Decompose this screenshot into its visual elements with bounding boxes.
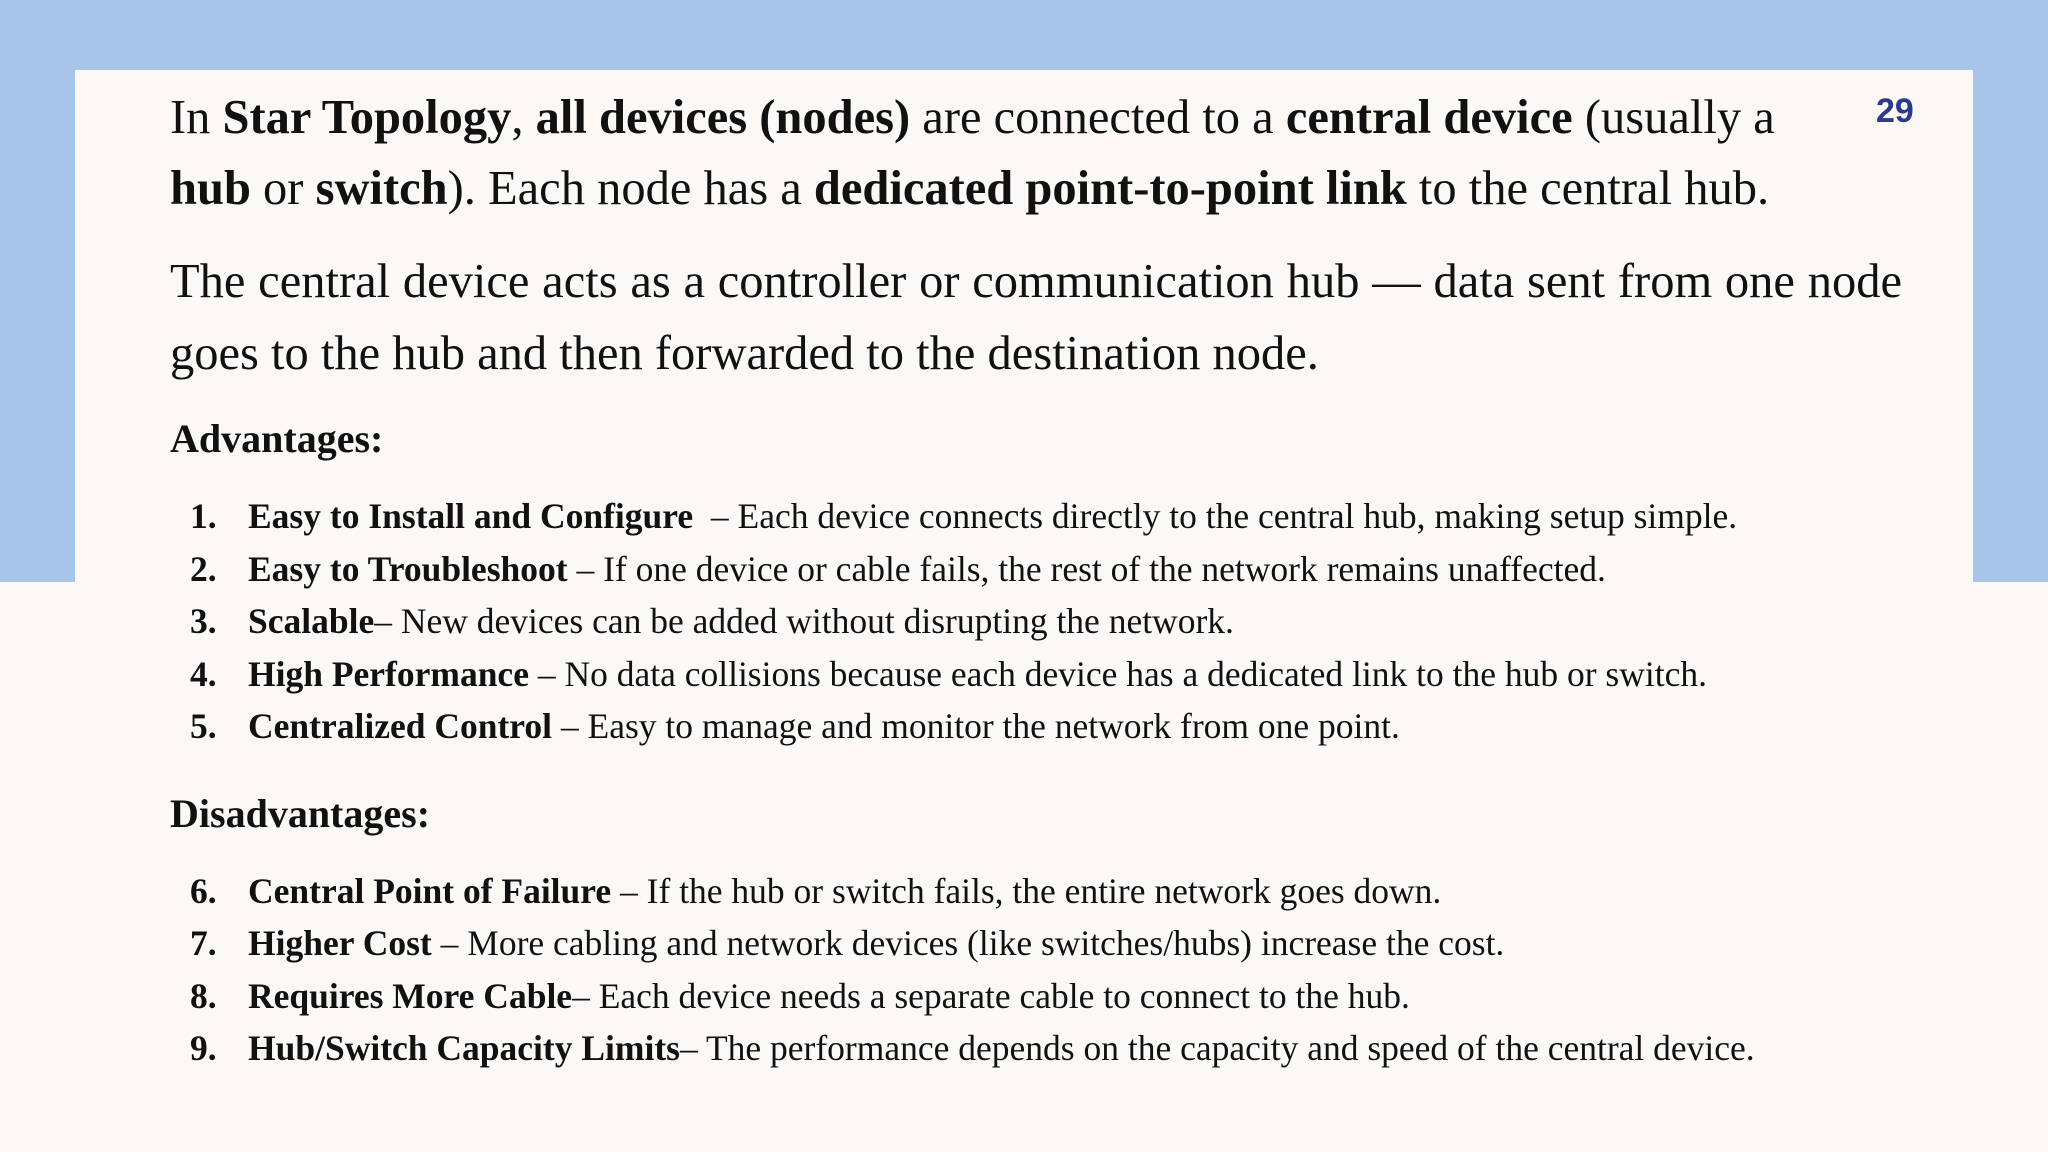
disadvantages-list <box>170 865 1902 1075</box>
item-term: Hub/Switch Capacity Limits <box>248 1028 680 1068</box>
intro-segment: central device <box>1285 91 1573 144</box>
intro-paragraph <box>170 82 1902 224</box>
item-number: 5. <box>190 706 217 746</box>
item-term: Higher Cost <box>248 923 432 963</box>
disadvantage-item <box>170 970 1902 1023</box>
item-number: 4. <box>190 653 217 694</box>
disadvantage-item <box>170 865 1902 918</box>
advantages-list <box>170 490 1902 753</box>
description-paragraph: The central device acts as a controller or communication hub — data sent from one node goes to the hub and then forwarded to the destination node. <box>170 255 1902 380</box>
intro-segment: to the central hub. <box>1406 162 1770 215</box>
item-term: High Performance <box>248 653 529 694</box>
item-term: Centralized Control <box>248 706 553 746</box>
item-number: 9. <box>190 1028 217 1068</box>
item-term: Easy to Troubleshoot <box>248 548 568 589</box>
intro-segment: In <box>170 91 223 144</box>
item-description: – More cabling and network devices (like switches/hubs) increase the cost. <box>431 923 1505 963</box>
item-term: Easy to Install and Configure <box>248 496 694 536</box>
intro-segment: switch <box>315 162 448 215</box>
intro-segment: ). Each node has a <box>447 162 814 215</box>
advantage-item <box>170 648 1902 701</box>
item-number: 3. <box>190 601 217 641</box>
item-number: 2. <box>190 548 217 589</box>
intro-segment: dedicated point-to-point link <box>813 162 1407 215</box>
item-description: – If the hub or switch fails, the entire network goes down. <box>611 870 1442 911</box>
item-number: 1. <box>190 496 217 536</box>
slide-number: 29 <box>1876 92 1914 130</box>
item-description: – Each device connects directly to the central hub, making setup simple. <box>693 496 1738 536</box>
item-description: – New devices can be added without disrupting the network. <box>374 601 1234 641</box>
item-description: – No data collisions because each device has a dedicated link to the hub or switch. <box>528 653 1707 694</box>
intro-segment: all devices (nodes) <box>535 91 911 144</box>
advantage-item <box>170 700 1902 753</box>
intro-segment: Star Topology <box>222 91 512 144</box>
intro-segment: or <box>250 162 316 215</box>
slide-content <box>170 82 1902 1075</box>
intro-segment: , <box>511 91 536 144</box>
item-number: 8. <box>190 975 217 1016</box>
intro-segment: (usually a <box>1572 91 1775 144</box>
advantages-heading: Advantages: <box>170 416 384 461</box>
item-term: Central Point of Failure <box>248 870 612 911</box>
item-description: – Easy to manage and monitor the network from one point. <box>552 706 1400 746</box>
advantage-item <box>170 543 1902 596</box>
item-number: 6. <box>190 870 217 911</box>
intro-segment: hub <box>170 162 251 215</box>
advantage-item <box>170 490 1902 543</box>
disadvantage-item <box>170 917 1902 970</box>
disadvantages-heading: Disadvantages: <box>170 790 431 836</box>
advantage-item <box>170 595 1902 648</box>
item-number: 7. <box>190 923 217 963</box>
item-description: – If one device or cable fails, the rest of the network remains unaffected. <box>567 548 1606 589</box>
item-description: – Each device needs a separate cable to connect to the hub. <box>572 975 1410 1016</box>
intro-segment: are connected to a <box>910 91 1286 144</box>
item-description: – The performance depends on the capacity and speed of the central device. <box>679 1028 1755 1068</box>
disadvantage-item <box>170 1022 1902 1075</box>
item-term: Requires More Cable <box>248 975 573 1016</box>
item-term: Scalable <box>248 601 375 641</box>
